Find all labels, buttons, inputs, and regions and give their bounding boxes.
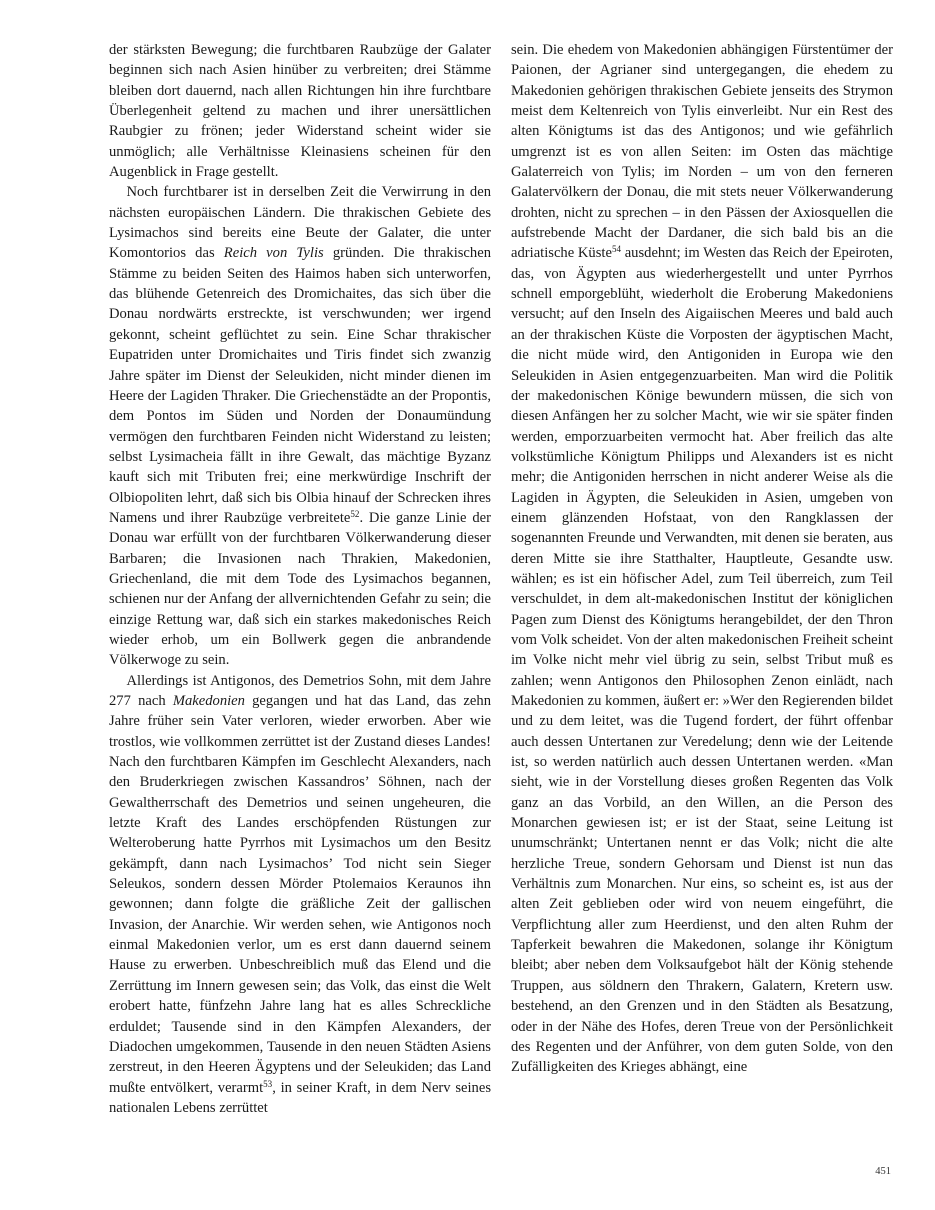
left-column (109, 40, 491, 1118)
italic-term: Makedonien (172, 693, 245, 709)
italic-term: Reich von Tylis (223, 245, 324, 262)
paragraph: der stärksten Bewegung; die furchtbaren Raubzüge der Galater beginnen sich nach Asien hinüber zu verbreiten; drei Stämme bleiben dort dauernd, nach allen Richtungen hin ihre furchtbare Überlegenheit geltend zu machen und ihrer unersättlichen Raubgier zu frönen; jeder Widerstand scheint wider sie unmöglich; alle Verhältnisse Kleinasiens scheinen für den Augenblick in Frage gestellt. (109, 42, 491, 181)
page-number: 451 (875, 1166, 891, 1177)
footnote-ref[interactable]: 52 (350, 508, 360, 519)
paragraph: sein. Die ehedem von Makedonien abhängigen Fürstentümer der Paionen, der Agrianer sind untergegangen, die ehedem zu Makedonien gehörigen thrakischen Gebiete jenseits des Strymon meist dem Keltenreich von Tylis einverleibt. Nur ein Rest des alten Königtums ist das des Antigonos; und wie gefährlich umgrenzt ist es von allen Seiten: im Osten das mächtige Galaterreich von Tylis; im Norden – um von den ferneren Galatervölkern der Donau, die mit stets neuer Völkerwanderung drohten, nicht zu sprechen – in den Pässen der Axiosquellen die aufstrebende Macht der Dardaner, die sich bald bis an die adriatische Küste$^{54}$ ausdehnt; im Westen das Reich der Epeiroten, das, von Ägypten aus wiederhergestellt und unter Pyrrhos schnell emporgeblüht, wiederholt die Eroberung Makedoniens versucht; auf den Inseln des Aigaiischen Meeres und bald auch an der thrakischen Küste die Vorposten der ägyptischen Macht, die nicht müde wird, den Antigoniden in Europa wie den Seleukiden in Asien entgegenzuarbeiten. Man wird die Politik der makedonischen Könige bewundern müssen, die sich von diesen Anfängen her zu solcher Macht, wie wir sie später finden werden, emporzuarbeiten vermocht hat. Aber freilich das alte volkstümliche Königtum Philipps und Alexanders ist es nicht mehr; die Antigoniden herrschen in nicht anderer Weise als die Lagiden in Ägypten, die Seleukiden in Asien, umgeben von einem glänzenden Hofstaat, von den Rangklassen der sogenannten Freunde und Verwandten, mit denen sie beraten, aus deren Mitte sie ihre Statthalter, Hauptleute, Gesandte usw. wählen; es ist ein höfischer Adel, zum Teil überreich, zum Teil verschuldet, in dem alt-makedonischen Institut der königlichen Pagen zum Dienst des Königtums herangebildet, der den Thron vom Volk scheidet. Von der alten makedonischen Freiheit scheint im Volke nicht mehr viel übrig zu sein, selbst Tribut muß es zahlen; wenn Antigonos den Philosophen Zenon einlädt, nach Makedonien zu kommen, äußert er: »Wer den Regierenden bildet und zu dem leitet, was die Tugend fordert, der führt offenbar auch dessen Untertanen zur Veredelung; denn wie der Leitende ist, so werden natürlich auch dessen Untertanen werden. «Man sieht, wie in der Vorstellung dieses großen Regenten das Volk ganz an das Vorbild, an den Willen, an die Person des Monarchen gewiesen ist; er ist der Staat, seine Leitung ist unumschränkt; Untertanen nennt er das Volk; nicht die alte herzliche Treue, sondern Gehorsam und Dienst ist nun das Verhältnis zum Monarchen. Nur eins, so scheint es, ist aus der alten Zeit geblieben oder wird von neuem eingeführt, die Verpflichtung aller zum Heerdienst, und den alten Ruhm der Tapferkeit bewahren die Makedonen, solange ihr Königtum bleibt; aber neben dem Volksaufgebot hält der König stehende Truppen, aus söldnern den Thrakern, Galatern, Kretern usw. bestehend, an den Grenzen und in den Städten als Besatzung, oder in der Nähe des Hofes, deren Treue von der Persönlichkeit des Regenten und der Anführer, von dem guten Solde, von den Zufälligkeiten des Krieges abhängt, eine (511, 42, 893, 1076)
footnote-ref[interactable]: 54 (611, 244, 621, 255)
right-column (511, 40, 893, 1078)
paragraph: Noch furchtbarer ist in derselben Zeit die Verwirrung in den nächsten europäischen Ländern. Die thrakischen Gebiete des Lysimachos sind bereits eine Beute der Galater, die unter Komontorios das Reich von Tylis gründen. Die thrakischen Stämme zu beiden Seiten des Haimos haben sich unterworfen, das blühende Getenreich des Dromichaites, das sich über die Donau nordwärts erstreckte, ist verschwunden; wer irgend gekonnt, scheint geflüchtet zu sein. Eine Schar thrakischer Eupatriden unter Dromichaites und Tiris findet sich zwanzig Jahre später im Dienst der Seleukiden, nicht minder dienen im Heere der Lagiden Thraker. Die Griechenstädte an der Propontis, dem Pontos im Süden und Norden der Donaumündung vermögen den furchtbaren Feinden nicht Widerstand zu leisten; selbst Lysimacheia fällt in ihre Gewalt, das mächtige Byzanz kauft sich mit Tributen frei; eine merkwürdige Inschrift der Olbiopoliten lehrt, daß sich bis Olbia hinauf der Schrecken ihres Namens und ihrer Raubzüge verbreitete$^{52}$. Die ganze Linie der Donau war erfüllt von der furchtbaren Völkerwanderung dieser Barbaren; die Invasionen nach Thrakien, Makedonien, Griechenland, die mit dem Tode des Lysimachos begannen, schienen nur der Anfang der allvernichtenden Gefahr zu sein; die einzige Rettung war, daß sich ein starkes makedonisches Reich wieder erhob, um ein Bollwerk gegen die anbrandende Völkerwoge zu sein. (109, 184, 491, 669)
paragraph: Allerdings ist Antigonos, des Demetrios Sohn, mit dem Jahre 277 nach Makedonien gegangen und hat das Land, das zehn Jahre früher sein Vater verloren, wieder erworben. Aber wie trostlos, wie vollkommen zerrüttet ist der Zustand dieses Landes! Nach den furchtbaren Kämpfen im Geschlecht Alexanders, nach den Bruderkriegen zwischen Kassandros’ Söhnen, nach der Gewaltherrschaft des Demetrios und seinen ungeheuren, die letzte Kraft des Landes erschöpfenden Rüstungen zur Welteroberung hatte Pyrrhos mit Lysimachos um den Besitz gekämpft, dann nach Lysimachos’ Tod nicht sein Sieger Seleukos, sondern dessen Mörder Ptolemaios Keraunos ihn gewonnen; dann folgte die gräßliche Zeit der gallischen Invasion, der Anarchie. Wir werden sehen, wie Antigonos noch einmal Makedonien verlor, um es erst dann dauernd seinem Hause zu erwerben. Unbeschreiblich muß das Elend und die Zerrüttung im Innern gewesen sein; das Volk, das einst die Welt erobert hatte, fünfzehn Jahre lang hat es alles Schreckliche erduldet; Tausende sind in den Kämpfen Alexanders, der Diadochen umgekommen, Tausende in den neuen Städten Asiens zerstreut, in den Heeren Ägyptens und der Seleukiden; das Land mußte entvölkert, verarmt$^{53}$, in seiner Kraft, in dem Nerv seines nationalen Lebens zerrüttet (109, 672, 491, 1116)
footnote-ref[interactable]: 53 (263, 1078, 273, 1089)
